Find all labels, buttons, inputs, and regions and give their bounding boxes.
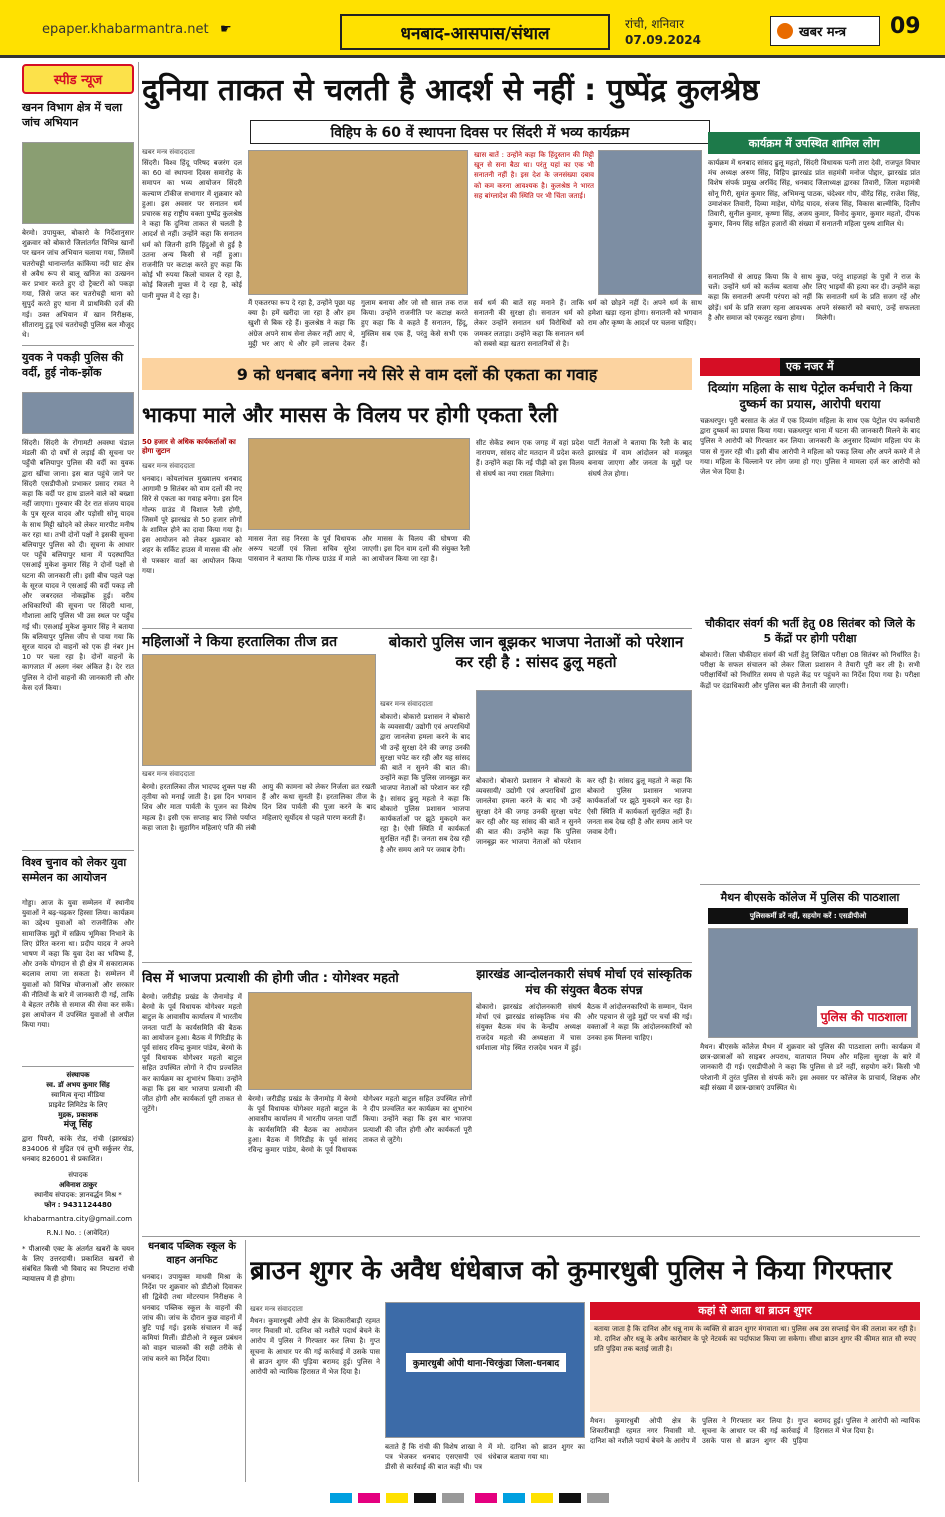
bus-body: धनबाद। उपायुक्त माधवी मिश्रा के निर्देश पर शुक्रवार को डीटीओ दिवाकर सी द्विवेदी तथा मोटरयान निरीक्षक ने धनबाद पब्लिक स्कूल के वाहनों की जांच की। जांच के दौरान कुछ वाहनों में त्रुटि पाई गई। इसके संचालन में कई कमियां मिलीं। डीटीओ ने स्कूल प्रबंधन को वाहन चालकों की सही तरीके से जांच करने का निर्देश दिया। [142,1273,242,1363]
right-body-2: बोकारो। जिला चौकीदार संवर्ग की भर्ती हेतु लिखित परीक्षा 08 सितंबर को निर्धारित है। परीक्षा के सफल संचालन को लेकर जिला प्रशासन ने तैयारी पूरी कर ली है। सभी परीक्षार्थियों को निर्धारित समय से पहले केंद्र पर पहुंचने का निर्देश दिया गया है। परीक्षा केंद्रों पर दंडाधिकारी और पुलिस बल की तैनाती की जाएगी। [700,651,920,690]
cursor-icon: ☛ [220,22,232,37]
brand-icon [777,23,793,39]
vishra-body: बेरमो। जरीडीह प्रखंड के जैनामोड़ में बेरमो के पूर्व विधायक योगेश्वर महतो बाटुल के आवासीय कार्यालय में भारतीय जनता पार्टी के कार्यसमिति की बैठक का आयोजन हुआ। बैठक में गिरिडीह के पूर्व सांसद रविन्द्र कुमार पांडेय, बेरमो के पूर्व विधायक योगेश्वर महतो बाटुल सहित उपस्थित लोगों ने दीप प्रज्वलित कर कार्यक्रम का शुभारंभ किया। उन्होंने कहा कि इस बार भाजपा प्रत्याशी की जीत होगी और कार्यकर्ता पूरी ताकत से जुटेंगे। [142,993,242,1114]
rally-body-1: धनबाद। कोयलांचल मुख्यालय धनबाद आगामी 9 सितंबर को वाम दलों की नए सिरे से एकता का गवाह बनेगा। इस दिन गोल्फ ग्राउंड में विशाल रैली होगी, जिसमें पूरे झारखंड से 50 हजार लोगों के शामिल होने का दावा किया गया है। इस आयोजन को लेकर शुक्रवार को शहर के सर्किट हाउस में मासस की ओर से पत्रकार वार्ता का आयोजन किया गया। [142,475,242,575]
lead-quote: खास बातें : उन्होंने कहा कि हिंदुस्तान की मिट्टी खून से सना बैठा था। परंतु यहां का एक भी सनातनी नहीं है। इस देश के जनसंख्या दबाव को कम करना आवश्यक है। कुलश्रेष्ठ ने भारत सह बांग्लादेश की स्थिति पर भी चिंता जताई। [474,151,594,200]
vishra-headline: विस में भाजपा प्रत्याशी की होगी जीत : योगेश्वर महतो [142,971,399,986]
page-number: 09 [890,14,921,39]
bokaro-body-2: बोकारो। बोकारो प्रशासन ने बोकारो के व्यवसायी/ उद्योगी एवं अपराधियों द्वारा जानलेवा हमला करने के बाद भी उन्हें सुरक्षा देने की जगह उनकी सुरक्षा चपेट कर रही और यह सांसद की बातें न सुनने की बात की। उन्होंने कहा कि पुलिस जानबूझ कर भाजपा नेताओं को परेशान कर रही है। सांसद ढुलू महतो ने कहा कि बोकारो पुलिस प्रशासन भाजपा कार्यकर्ताओं पर झूठे मुकदमे कर रहा है। ऐसी स्थिति में कार्यकर्ता सुरक्षित नहीं हैं। जनता सब देख रही है और समय आने पर जवाब देगी। [476,777,692,847]
teej-body: बेरमो। हरतालिका तीज भादपद शुक्ल पक्ष की तृतीया को मनाई जाती है। इस दिन भगवान शिव और माता पार्वती के पूजन का विशेष महत्व है। इसी एक सप्ताह बाद जिसे पर्याप्त कहा जाता है। सुहागिन महिलाएं पति की लंबी आयु की कामना को लेकर निर्जला व्रत रखती हैं और कथा सुनती हैं। हरतालिका तीज के दिन शिव पार्वती की पूजा करने के बाद महिलाएं सूर्योदय से पहले पारण करती हैं। [142,783,376,832]
right-headline-3: मैथन बीएसके कॉलेज में पुलिस की पाठशाला [720,891,900,904]
left-body-2: सिंदरी। सिंदरी के रोंगामटी अवस्था चंडाल मंडली की दो वर्षों से लड़ाई की सूचना पर पहुँची बलियापुर पुलिस की वर्दी का युवक द्वारा खींचा जाना। इस बात पहुंचे जाने पर सिंदरी एसडीपीओ प्रभाकर प्रसाद रावत ने कहा कि वर्दी पर हाथ डालने वाले को बख्शा नहीं जाएगा। गुरुवार की देर रात संजय यादव के पुत्र सूरज यादव और पड़ोसी सोनू यादव के साथ मिट्टी खोदने को लेकर मारपीट मनीष कर रहा था। तभी दोनों पक्षों ने इसकी सूचना बलियापुर पुलिस को दी। सूचना के आधार पर पहुँचे बलियापुर थाना में पदस्थापित एसआई मुकेश कुमार सिंह ने दोनों पक्षों से घटना की जानकारी ली। इसी बीच पहले पक्ष के सूरज यादव ने एसआई की वर्दी पकड़ ली और जबरदस्त नोकझोंक हुई। वरीय अधिकारियों की सूचना पर सिंदरी थाना, गौशाला आदि पुलिस भी उस स्थल पर पहुँच गई थी। एसआई मुकेश कुमार सिंह ने बताया कि बलियापुर पुलिस जीप से पाया गया कि सूरज यादव दो वाहनों को एक ही नंबर JH 10 पर चला रहा है। दोनों वाहनों के कागजात में अलग नंबर अंकित है। देर रात पुलिस ने दोनों वाहनों की जानकारी ली और केस दर्ज किया। [22,439,134,692]
lead-subheadline: विहिप के 60 वें स्थापना दिवस पर सिंदरी में भव्य कार्यक्रम [250,120,710,144]
police-school-photo [708,928,918,1038]
rally-band: 9 को धनबाद बनेगा नये सिरे से वाम दलों की एकता का गवाह [142,358,692,390]
teej-byline: खबर मन्त्र संवाददाता [142,770,195,778]
lead-headline: दुनिया ताकत से चलती है आदर्श से नहीं : पुष्पेंद्र कुलश्रेष्ठ [142,73,760,108]
lead-body-3: सर्व धर्म की बातें सह मनाने हैं। ताकि सनातनी की सुरक्षा हो। सनातन धर्म को लेकर उन्होंने सनातन धर्म विरोधियों को जमकर लताड़ा। उन्होंने कहा कि सनातन धर्म को सबसे बड़ा खतरा सनातनियों से है। [474,299,584,348]
left-headline-3: विश्व चुनाव को लेकर युवा सम्मेलन का आयोजन [22,856,127,884]
color-registration-bar [330,1488,830,1508]
right-body-2: सनातनियों से आग्रह किया कि वे साथ चलें। उन्होंने धर्म को कर्तव्य बताया और कहा कि सनातनी अपनी परंपरा को नहीं छोड़ें। धर्म के प्रति सजग रहना आवश्यक है और समाज को एकजुट रखना होगा। [708,273,812,322]
vishra-body-2: बेरमो। जरीडीह प्रखंड के जैनामोड़ में बेरमो के पूर्व विधायक योगेश्वर महतो बाटुल के आवासीय कार्यालय में भारतीय जनता पार्टी के कार्यसमिति की बैठक का आयोजन हुआ। बैठक में गिरिडीह के पूर्व सांसद रविन्द्र कुमार पांडेय, बेरमो के पूर्व विधायक योगेश्वर महतो बाटुल सहित उपस्थित लोगों ने दीप प्रज्वलित कर कार्यक्रम का शुभारंभ किया। उन्होंने कहा कि इस बार भाजपा प्रत्याशी की जीत होगी और कार्यकर्ता पूरी ताकत से जुटेंगे। [248,1095,472,1155]
bokaro-byline: खबर मन्त्र संवाददाता [380,700,433,708]
bus-headline: धनबाद पब्लिक स्कूल के वाहन अनफिट [148,1241,236,1266]
brown-photo-police-station [385,1302,585,1438]
lead-photo-audience [248,150,468,295]
mining-photo [22,142,134,224]
right-body-1: चक्रधरपुर। पूरी बरसात के अंत में एक दिव्यांग महिला के साथ एक पेट्रोल पंप कर्मचारी द्वारा दुष्कर्म का प्रयास किया गया। चक्रधरपुर थाना में घटना की जानकारी मिलने के बाद पुलिस ने आरोपी को गिरफ्तार कर लिया। जानकारी के अनुसार दिव्यांग महिला पंप के पास से गुजर रही थी। इसी बीच आरोपी ने महिला को पकड़ लिया और अपने कमरे में ले गया। महिला के चिल्लाने पर लोग जमा हो गए। पुलिस ने मामला दर्ज कर आरोपी को जेल भेज दिया है। [700,417,920,477]
left-body-1: बेरमो। उपायुक्त, बोकारो के निर्देशानुसार शुक्रवार को बोकारो जिलांतर्गत विभिन्न खानों पर खनन जांच अभियान चलाया गया, जिसमें चतरोचट्टी थानान्तर्गत कांकिया नदी घाट क्षेत्र से अवैध रूप से बालू खनिज का उत्खनन कर प्रभार करते हुए दो ट्रैक्टरों को पकड़ा गया, जिसे जप्त कर चतरोचट्टी थाना को सुपुर्द करते हुए थाना में प्राथमिकी दर्ज की गई। उक्त अभियान में खान निरीक्षक, सीतारामु टुडू एवं चतरोचट्टी पुलिस बल मौजूद थे। [22,229,134,340]
lead-body-1: सिंदरी। विश्व हिंदू परिषद बजरंग दल का 60 वां स्थापना दिवस समारोह के समापन का भव्य आयोजन सिंदरी कल्याण टॉकीज सभागार में शुक्रवार को हुआ। इस अवसर पर सनातन धर्म प्रचारक सह राष्ट्रीय वक्ता पुष्पेंद्र कुलश्रेष्ठ ने कहा कि दुनिया ताकत से चलती है आदर्श से नहीं। उन्होंने कहा कि सनातन धर्म को जितनी हानि हिंदुओं से हुई है उतना अन्य किसी से नहीं हुआ। राजनीति पर कटाक्ष करते हुए कहा कि कोई भी रुपया किलो चावल दे रहा है, कोई बिजली मुफ्त में दे रहा है, कोई पानी मुफ्त में दे रहा है। [142,159,242,300]
brand-logo [770,16,880,46]
bokaro-body: बोकारो। बोकारो प्रशासन ने बोकारो के व्यवसायी/ उद्योगी एवं अपराधियों द्वारा जानलेवा हमला करने के बाद भी उन्हें सुरक्षा देने की जगह उनकी सुरक्षा चपेट कर रही और यह सांसद की बातें न सुनने की बात की। उन्होंने कहा कि पुलिस जानबूझ कर भाजपा नेताओं को परेशान कर रही है। सांसद ढुलू महतो ने कहा कि बोकारो पुलिस प्रशासन भाजपा कार्यकर्ताओं पर झूठे मुकदमे कर रहा है। ऐसी स्थिति में कार्यकर्ता सुरक्षित नहीं हैं। जनता सब देख रही है और समय आने पर जवाब देगी। [380,713,470,854]
right-headline-1: दिव्यांग महिला के साथ पेट्रोल कर्मचारी ने किया दुष्कर्म का प्रयास, आरोपी धराया [708,381,912,411]
brown-band: कहां से आता था ब्राउन शुगर [590,1302,920,1320]
section-title: धनबाद-आसपास/संथाल [340,14,610,50]
rally-kicker: 50 हजार से अधिक कार्यकर्ताओं का होगा जुटान [142,438,236,455]
vishra-photo [248,992,472,1090]
station-sign-text: कुमारधुबी ओपी थाना-चिरकुंडा जिला-धनबाद [406,1353,566,1372]
rally-body-4: पार्टी नेताओं ने बताया कि रैली के बाद झारखंड में वाम आंदोलन को मजबूत बनाया जाएगा और जनता के मुद्दों पर संघर्ष तेज होगा। [588,439,692,478]
rally-body-2: मासस नेता सह निरसा के पूर्व विधायक अरूप चटर्जी एवं जिला सचिव सुरेश पासवान ने बताया कि गोल्फ ग्राउंड में माले और मासस के विलय की घोषणा की जाएगी। इस दिन वाम दलों की संयुक्त रैली का आयोजन किया जा रहा है। [248,535,470,564]
dateline [625,16,701,48]
brown-body-2: बताते हैं कि रांची की विशेष शाखा ने पत्र भेजकर धनबाद एसएसपी एवं डीसी से कार्रवाई की बात कही थी। पत्र में मो. दानिश को ब्राउन शुगर का धंधेबाज बताया गया था। [385,1443,585,1472]
right-kicker: पुलिसकर्मी डरें नहीं, सहयोग करें : एसडीपीओ [708,908,908,924]
speed-news-badge: स्पीड न्यूज [22,64,134,94]
teej-photo [142,654,376,766]
lead-body-2: मैं एकतरफा रूप दे रहा है, उन्होंने पूछा यह क्या है। हमें खरीदा जा रहा है और हम खुशी से बिक रहे हैं। कुलश्रेष्ठ ने कहा कि अंग्रेज अपने साथ सेना लेकर नहीं आए थे, मुट्ठी भर आए थे और हमें लालच देकर गुलाम बनाया और जो सौ साल तक राज किया। उन्होंने राजनीति पर कटाक्ष करते हुए कहा कि वे कहते हैं सनातन, हिंदू, मुस्लिम सब एक हैं, परंतु केसे सभी एक हैं। [248,299,468,348]
lead-byline: खबर मन्त्र संवाददाता [142,148,195,156]
epaper-url[interactable]: epaper.khabarmantra.net [42,22,209,37]
rally-photo [248,438,470,530]
photo-banner-text: पुलिस की पाठशाला [817,1006,911,1027]
left-headline-2: युवक ने पकड़ी पुलिस की वर्दी, हुई नोक-झोंक [22,351,124,379]
rally-byline: खबर मन्त्र संवाददाता [142,462,195,470]
imprint: संस्थापक स्व. डॉ अभय कुमार सिंह स्वामित्व वृन्दा मीडिया प्राइवेट लिमिटेड के लिए मुद्रक, प्रकाशक मंजू सिंह द्वारा पियरौ, कांके रोड, रांची (झारखंड) 834006 से मुद्रित एवं लुभी सर्कुलर रोड, धनबाद 826001 से प्रकाशित। संपादक अविनाश ठाकुर स्थानीय संपादक: ज्ञानवर्द्धन मिश्र * फोन : 9431124480 khabarmantra.city@gmail.com R.N.I No. : (आवेदित) * पीआरबी एक्ट के अंतर्गत खबरों के चयन के लिए उत्तरदायी। प्रकाशित खबरों से संबंधित किसी भी विवाद का निपटारा रांची न्यायालय में ही होगा। [22,1071,134,1283]
brown-body: मैथन। कुमारधुबी ओपी क्षेत्र के शिकारीबाड़ी रहमत नगर निवासी मो. दानिश को नशीले पदार्थ बेचने के आरोप में पुलिस ने गिरफ्तार कर लिया है। गुप्त सूचना के आधार पर की गई कार्रवाई में उसके पास से ब्राउन शुगर की पुड़िया बरामद हुई। पुलिस ने आरोपी को न्यायिक हिरासत में भेज दिया है। [250,1317,380,1377]
jharkhand-headline: झारखंड आन्दोलनकारी संघर्ष मोर्चा एवं सांस्कृतिक मंच की संयुक्त बैठक संपन्न [476,967,692,997]
lead-body-4: धर्म को छोड़ने नहीं दें। अपने धर्म के साथ हमेशा खड़ा रहना होगा। सनातनी को भगवान राम और कृष्ण के आदर्श पर चलना चाहिए। [588,299,702,328]
brand-name: खबर मन्त्र [799,25,847,40]
left-body-3: गोड्डा। आज के युवा सम्मेलन में स्थानीय युवाओं ने बढ़-चढ़कर हिस्सा लिया। कार्यक्रम का उद्देश्य युवाओं को राजनीतिक और सामाजिक मुद्दों में सक्रिय भूमिका निभाने के लिए प्रेरित करना था। प्रदीप यादव ने अपने भाषण में कहा कि युवा देश का भविष्य हैं, और उनके योगदान से ही क्षेत्र में सकारात्मक बदलाव लाया जा सकता है। सम्मेलन में युवाओं को विभिन्न योजनाओं और सरकार की नीतियों के बारे में जानकारी दी गई, ताकि वे बेहतर तरीके से समाज की सेवा कर सकें। इस आयोजन में उपस्थित युवाओं से अपील किया गया। [22,899,134,1030]
brown-headline: ब्राउन शुगर के अवैध धंधेबाज को कुमारधुबी पुलिस ने किया गिरफ्तार [250,1256,892,1286]
left-headline-1: खनन विभाग क्षेत्र में चला जांच अभियान [22,101,123,129]
right-headline-2: चौकीदार संवर्ग की भर्ती हेतु 08 सितंबर को जिले के 5 केंद्रों पर होगी परीक्षा [705,617,915,645]
rally-headline: भाकपा माले और मासस के विलय पर होगी एकता रैली [142,403,558,427]
brown-band-body: बताया जाता है कि दानिश और धन्नू नाम के व्यक्ति से ब्राउन शुगर मंगवाता था। पुलिस अब उस सप्लाई चेन की तलाश कर रही है। मो. दानिश और धन्नू के अवैध कारोबार के पूरे नेटवर्क का पर्दाफाश किया जा सकेगा। सीधा ब्राउन शुगर की कीमत सात सौ रुपए प्रति पुड़िया तक बताई जाती है। [590,1322,920,1412]
right-body-3: मैथन। बीएसके कॉलेज मैथन में शुक्रवार को पुलिस की पाठशाला लगी। कार्यक्रम में छात्र-छात्राओं को साइबर अपराध, यातायात नियम और महिला सुरक्षा के बारे में जानकारी दी गई। एसडीपीओ ने कहा कि पुलिस से डरें नहीं, सहयोग करें। किसी भी परेशानी में तुरंत पुलिस से संपर्क करें। इस अवसर पर कॉलेज के प्राचार्य, शिक्षक और बड़ी संख्या में छात्र-छात्राएं उपस्थित थे। [700,1043,920,1092]
jharkhand-body: बोकारो। झारखंड आंदोलनकारी संघर्ष मोर्चा एवं झारखंड सांस्कृतिक मंच की संयुक्त बैठक मंच के केन्द्रीय अध्यक्ष राजदेव महतो की अध्यक्षता में चास धर्मशाला मोड़ स्थित राजदेव भवन में हुई। बैठक में आंदोलनकारियों के सम्मान, पेंशन और पहचान से जुड़े मुद्दों पर चर्चा की गई। वक्ताओं ने कहा कि आंदोलनकारियों को उनका हक मिलना चाहिए। [476,1003,692,1052]
rally-body-3: सीट सेकेंड स्थान एक जगह में वहां प्रदेश नारायण, सांसद वोट मतदान में प्रदेश करते हैं। उन्होंने कहा कि नई पीढ़ी को इस विलय से संघर्ष का नया रास्ता मिलेगा। [476,439,584,478]
bokaro-headline: बोकारो पुलिस जान बूझकर भाजपा नेताओं को परेशान कर रही है : सांसद ढुलू महतो [388,633,684,671]
date: 07.09.2024 [625,33,701,47]
brown-byline: खबर मन्त्र संवाददाता [250,1305,303,1313]
right-attendees-body: कार्यक्रम में धनबाद सांसद ढुलू महतो, सिंदरी विधायक पत्नी तारा देवी, राजपूत विचार मंच अध्यक्ष अरुण सिंह, विहिप झारखंड प्रांत सहमंत्री मनोज पोद्दार, झारखंड प्रांत विशेष संपर्क प्रमुख अरविंद सिंह, धनबाद जिलाध्यक्ष द्वारका तिवारी, जिला महामंत्री सोनू गिरी, सुमंत कुमार सिंह, अभिमन्यु पाठक, चंदेश्वर गोप, वीरेंद्र सिंह, राजेश सिंह, उमाशंकर तिवारी, दिव्या माहेश, योगेंद्र यादव, संजय सिंह, विकास बाल्मीकि, दिलीप तिवारी, सुनील कुमार, कृष्णा सिंह, अजय कुमार, विनोद कुमार, कुमार महतो, दीपक कुमार, विनय सिंह सहित हजारों की संख्या में सनातनी महिला पुरुष शामिल थे। [708,159,920,229]
police-photo [22,392,134,434]
ek-nazar-band: एक नजर में [700,358,920,376]
city: रांची, शनिवार [625,17,684,31]
right-body-3: कुछ, परंतु शाहजहां के पुत्रों ने राज के लिए भाइयों की हत्या कर दी। उन्होंने कहा कि सनातनी धर्म के प्रति सजग रहें और अपने संस्कारों को बचाएं, उन्हें सफलता मिलेगी। [816,273,920,322]
bokaro-photo [476,690,692,772]
teej-headline: महिलाओं ने किया हरतालिका तीज व्रत [142,634,338,650]
right-band-attendees: कार्यक्रम में उपस्थित शामिल लोग [708,132,920,154]
lead-photo-speaker [598,150,702,295]
brown-body-3: मैथन। कुमारधुबी ओपी क्षेत्र के शिकारीबाड़ी रहमत नगर निवासी मो. दानिश को नशीले पदार्थ बेचने के आरोप में पुलिस ने गिरफ्तार कर लिया है। गुप्त सूचना के आधार पर की गई कार्रवाई में उसके पास से ब्राउन शुगर की पुड़िया बरामद हुई। पुलिस ने आरोपी को न्यायिक हिरासत में भेज दिया है। [590,1417,920,1446]
